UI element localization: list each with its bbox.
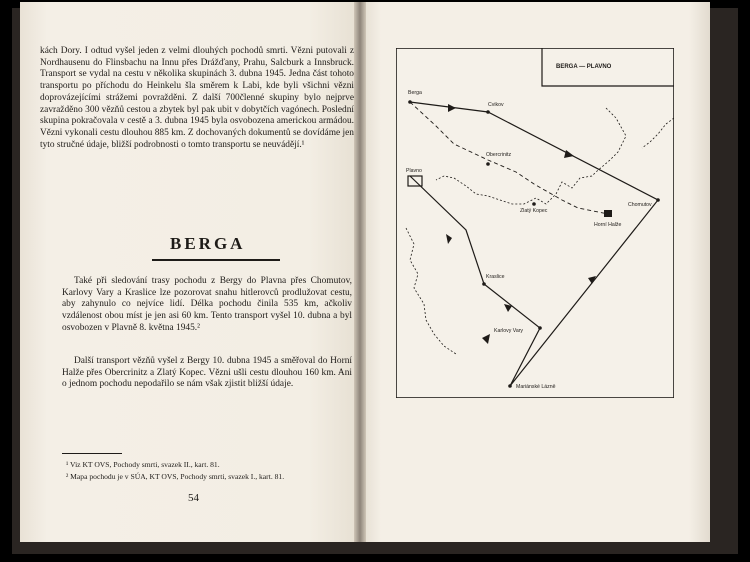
body-paragraph-berga-halze: Další transport vězňů vyšel z Bergy 10. dubna 1945 a směřoval do Horní Halže přes Obercrinitz a Zlatý Kopec. Vězni ušli cestu dlouhou 160 km. Ani o jednom pochodu nepodařilo se nám však zjistit bližší údaje. [62,356,352,390]
place-marker-marianske-lazne [508,384,512,388]
footnote-1: ¹ Viz KT OVS, Pochody smrti, svazek II., kart. 81. [66,460,220,469]
place-marker-chomutov [656,198,660,202]
label-cvikov: Cvikov [488,102,504,108]
label-chomutov: Chomutov [628,202,652,208]
place-marker-karlovy-vary [538,326,542,330]
place-marker-berga [408,100,412,104]
book-gutter [354,2,366,542]
section-heading: BERGA [170,234,246,253]
label-kraslice: Kraslice [486,274,505,280]
label-marianske-lazne: Mariánské Lázně [516,384,556,390]
footnote-rule [62,453,122,454]
label-zlaty-kopec: Zlatý Kopec [520,208,548,214]
heading-rule [152,259,280,261]
death-march-map [396,48,674,398]
body-paragraph-berga-plavno: Také při sledování trasy pochodu z Bergy do Plavna přes Chomutov, Karlovy Vary a Kraslice lze pozorovat snahu hitlerovců prodlužovat cestu, aby zahynulo co nejvíce lidí. Délka pochodu činila 535 km, ačkoliv vzdálenost obou míst je jen asi 60 km. Tento transport vyšel 10. dubna a byl osvobozen v Plavně 8. května 1945.² [62,276,352,333]
label-plavno: Plavno [406,168,422,174]
page-number: 54 [188,492,199,504]
label-karlovy-vary: Karlovy Vary [494,328,524,334]
place-marker-kraslice [482,282,486,286]
label-horni-halze: Horní Halže [594,222,622,228]
place-marker-cvikov [486,110,490,114]
place-marker-zlaty-kopec [532,202,536,206]
label-obercrinitz: Obercrinitz [486,152,512,158]
body-paragraph-dora: kách Dory. I odtud vyšel jeden z velmi dlouhých pochodů smrti. Vězni putovali z Nordhausenu do Flinsbachu na Innu přes Drážďany, Prahu, Salcburk a Innsbruck. Transport se vydal na cestu v několika skupinách 3. dubna 1945. Jedna část tohoto transportu po příchodu do Heinkelu šla směrem k Labi, kde byli všichni vězni doprovázejícími strážemi povražděni. Z další 700členné skupiny bylo nejprve zavražděno 300 vězňů cestou a zbytek byl pak ubit v dobytčích vagónech. Poslední skupina pokračovala v cestě a 3. dubna 1945 byla osvobozena americkou armádou. Vězni vykonali cestu dlouhou 885 km. Z dochovaných dokumentů se dovídáme jen tyto stručné údaje, bližší podrobnosti o tomto transportu se neuvádějí.¹ [40,46,354,150]
footnote-2: ² Mapa pochodu je v SÚA, KT OVS, Pochody smrti, svazek I., kart. 81. [66,472,285,481]
label-berga: Berga [408,90,422,96]
map-title: BERGA — PLAVNO [556,64,612,70]
map-frame [396,48,674,398]
place-marker-horni-halze [604,210,612,217]
place-marker-obercrinitz [486,162,490,166]
